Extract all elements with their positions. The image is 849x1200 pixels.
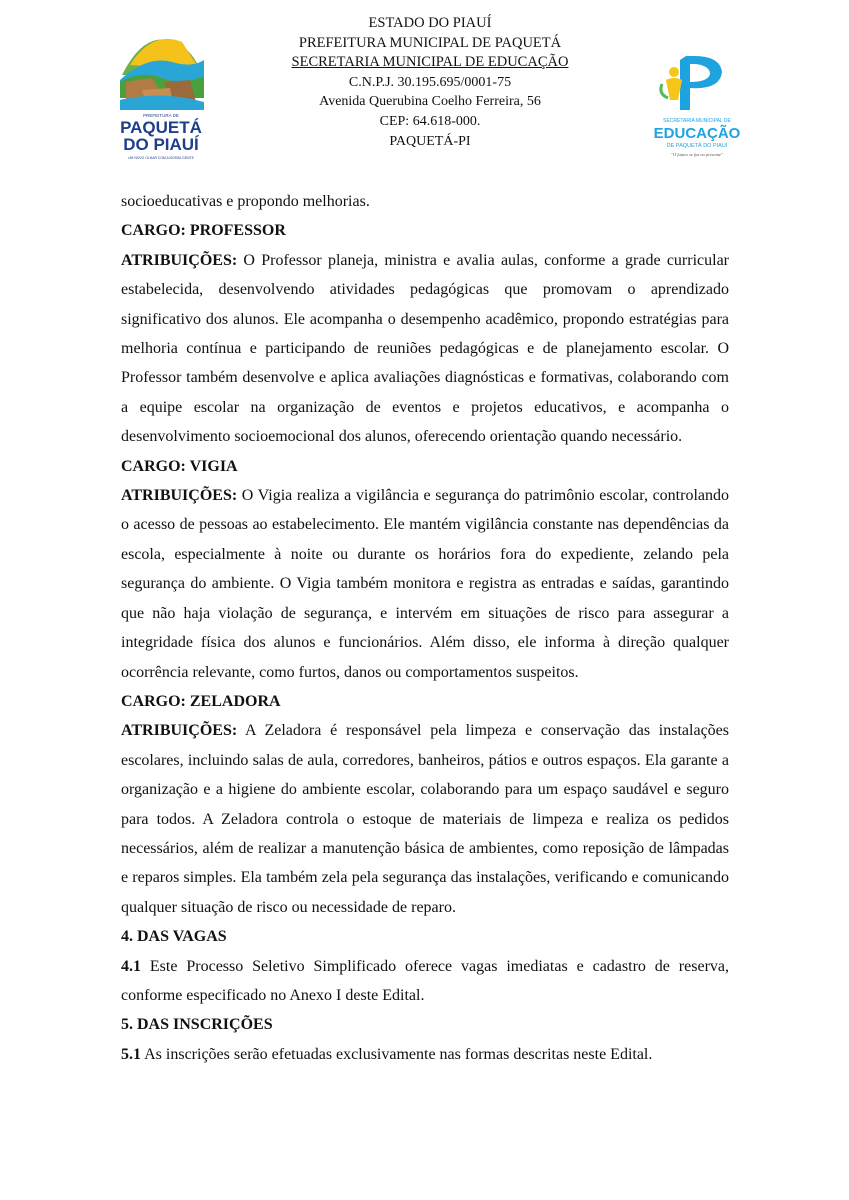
professor-atribuicoes: [121, 246, 729, 452]
cargo-zeladora-heading: CARGO: ZELADORA: [121, 692, 281, 710]
vigia-text: O Vigia realiza a vigilância e segurança do patrimônio escolar, controlando o acesso de pessoas ao estabelecimento. Ele mantém vigilância constante nas dependências da escola, especialmente à noite ou durante os horários fora do expediente, zelando pela segurança do ambiente. O Vigia também monitora e registra as entradas e saídas, garantindo que não haja violação de segurança, e intervém em situações de risco para assegurar a integridade física dos alunos e funcionários. Além disso, ele informa à direção qualquer ocorrência relevante, como furtos, danos ou comportamentos suspeitos.: [121, 487, 729, 681]
atribuicoes-label: ATRIBUIÇÕES:: [121, 251, 238, 269]
zeladora-atribuicoes: [121, 716, 729, 922]
header-text-block: [230, 14, 630, 151]
prefeitura-paqueta-logo: [112, 20, 210, 165]
svg-text:EDUCAÇÃO: EDUCAÇÃO: [653, 125, 741, 142]
svg-text:SECRETARIA MUNICIPAL DE: SECRETARIA MUNICIPAL DE: [663, 118, 731, 124]
svg-text:"O futuro se faz no presente": "O futuro se faz no presente": [670, 152, 724, 157]
inscricoes-paragraph: [121, 1040, 729, 1069]
svg-text:PAQUETÁ: PAQUETÁ: [120, 118, 202, 137]
header-city: PAQUETÁ-PI: [389, 133, 471, 149]
header-secretaria: SECRETARIA MUNICIPAL DE EDUCAÇÃO: [291, 54, 569, 71]
vigia-atribuicoes: [121, 481, 729, 687]
clause-number: 5.1: [121, 1045, 141, 1063]
svg-text:DO PIAUÍ: DO PIAUÍ: [123, 135, 199, 154]
header-address: Avenida Querubina Coelho Ferreira, 56: [319, 94, 541, 110]
clause-number: 4.1: [121, 957, 141, 975]
svg-text:DE PAQUETÁ DO PIAUÍ: DE PAQUETÁ DO PIAUÍ: [666, 143, 728, 149]
atribuicoes-label: ATRIBUIÇÕES:: [121, 487, 238, 505]
inscricoes-text: As inscrições serão efetuadas exclusivamente nas formas descritas neste Edital.: [141, 1045, 653, 1063]
header-state: ESTADO DO PIAUÍ: [368, 15, 492, 31]
header-cep: CEP: 64.618-000.: [379, 113, 481, 129]
vagas-paragraph: [121, 952, 729, 1011]
document-body: [121, 187, 729, 1069]
svg-text:UM NOVO OLHAR COM A NOSSA GENT: UM NOVO OLHAR COM A NOSSA GENTE: [128, 156, 194, 160]
cargo-professor-heading: CARGO: PROFESSOR: [121, 222, 286, 240]
professor-text: O Professor planeja, ministra e avalia aulas, conforme a grade curricular estabelecida, desenvolvendo atividades pedagógicas que promovam o aprendizado significativo dos alunos. Ele acompanha o desempenho acadêmico, propondo estratégias para melhoria contínua e participando de reuniões pedagógicas e de planejamento escolar. O Professor também desenvolve e aplica avaliações diagnósticas e formativas, colaborando com a equipe escolar na organização de eventos e projetos educativos, e acompanha o desenvolvimento socioemocional dos alunos, oferecendo orientação quando necessário.: [121, 251, 729, 446]
section-inscricoes-heading: 5. DAS INSCRIÇÕES: [121, 1016, 273, 1034]
header-prefeitura: PREFEITURA MUNICIPAL DE PAQUETÁ: [298, 34, 562, 51]
section-vagas-heading: 4. DAS VAGAS: [121, 928, 227, 946]
document-header: [0, 0, 849, 185]
intro-tail: socioeducativas e propondo melhorias.: [121, 193, 370, 210]
cargo-vigia-heading: CARGO: VIGIA: [121, 457, 238, 475]
vagas-text: Este Processo Seletivo Simplificado oferece vagas imediatas e cadastro de reserva, conforme especificado no Anexo I deste Edital.: [121, 957, 729, 1004]
zeladora-text: A Zeladora é responsável pela limpeza e conservação das instalações escolares, incluindo salas de aula, corredores, banheiros, pátios e outros espaços. Ela garante a organização e a higiene do ambiente escolar, colaborando para um espaço saudável e seguro para todos. A Zeladora controla o estoque de materiais de limpeza e realiza os pedidos necessários, além de realizar a manutenção básica de ambientes, como reposição de lâmpadas e reparos simples. Ela também zela pela segurança das instalações, verificando e comunicando qualquer situação de risco ou necessidade de reparo.: [121, 722, 729, 916]
header-cnpj: C.N.P.J. 30.195.695/0001-75: [348, 74, 512, 90]
secretaria-educacao-logo: [650, 50, 744, 168]
svg-text:PREFEITURA DE: PREFEITURA DE: [143, 113, 179, 118]
atribuicoes-label: ATRIBUIÇÕES:: [121, 722, 238, 740]
